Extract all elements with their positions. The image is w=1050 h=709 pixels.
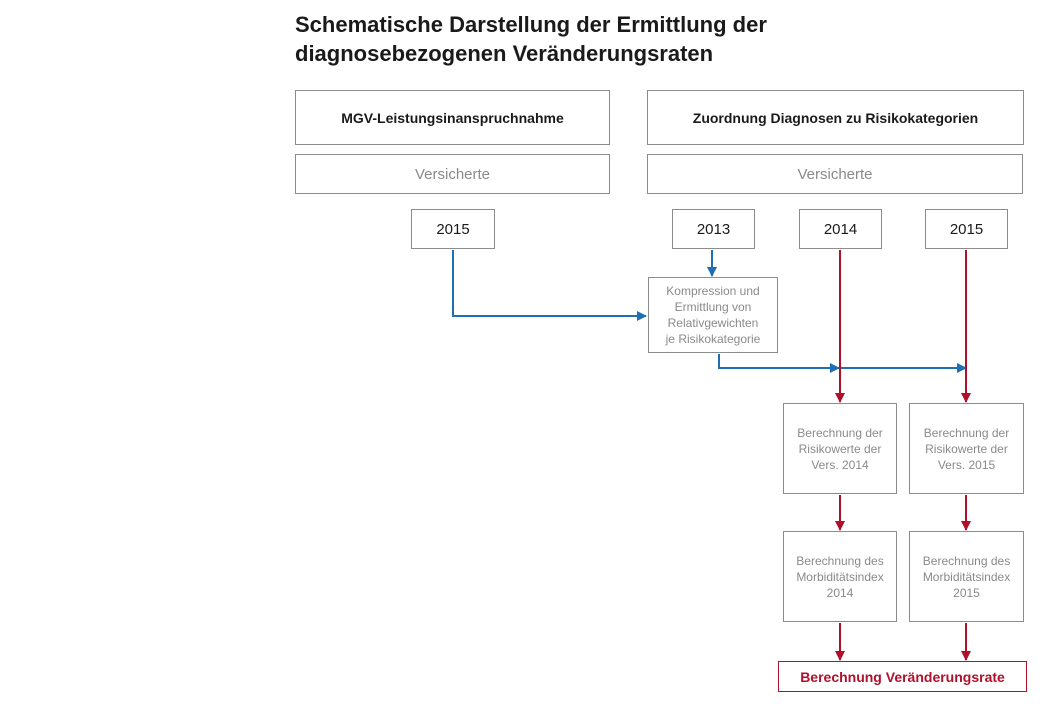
header-mgv-usage: MGV-Leistungsinanspruchnahme: [295, 90, 610, 145]
insured-right: Versicherte: [647, 154, 1023, 194]
title-line-2: diagnosebezogenen Veränderungsraten: [295, 41, 714, 66]
insured-left: Versicherte: [295, 154, 610, 194]
year-box-2015-right: 2015: [925, 209, 1008, 249]
year-box-2015-left: 2015: [411, 209, 495, 249]
arrow-compression-to-2014: [719, 354, 839, 368]
arrow-2015-to-compression: [453, 250, 646, 316]
title-line-1: Schematische Darstellung der Ermittlung der: [295, 12, 767, 37]
morbidity-index-2015-box: Berechnung des Morbiditätsindex 2015: [909, 531, 1024, 622]
year-box-2014: 2014: [799, 209, 882, 249]
morbidity-index-2014-box: Berechnung des Morbiditätsindex 2014: [783, 531, 897, 622]
risk-values-2014-box: Berechnung der Risikowerte der Vers. 2014: [783, 403, 897, 494]
year-box-2013: 2013: [672, 209, 755, 249]
change-rate-box: Berechnung Veränderungsrate: [778, 661, 1027, 692]
header-diagnosis-assignment: Zuordnung Diagnosen zu Risikokategorien: [647, 90, 1024, 145]
risk-values-2015-box: Berechnung der Risikowerte der Vers. 2015: [909, 403, 1024, 494]
compression-box: Kompression und Ermittlung von Relativgewichten je Risikokategorie: [648, 277, 778, 353]
